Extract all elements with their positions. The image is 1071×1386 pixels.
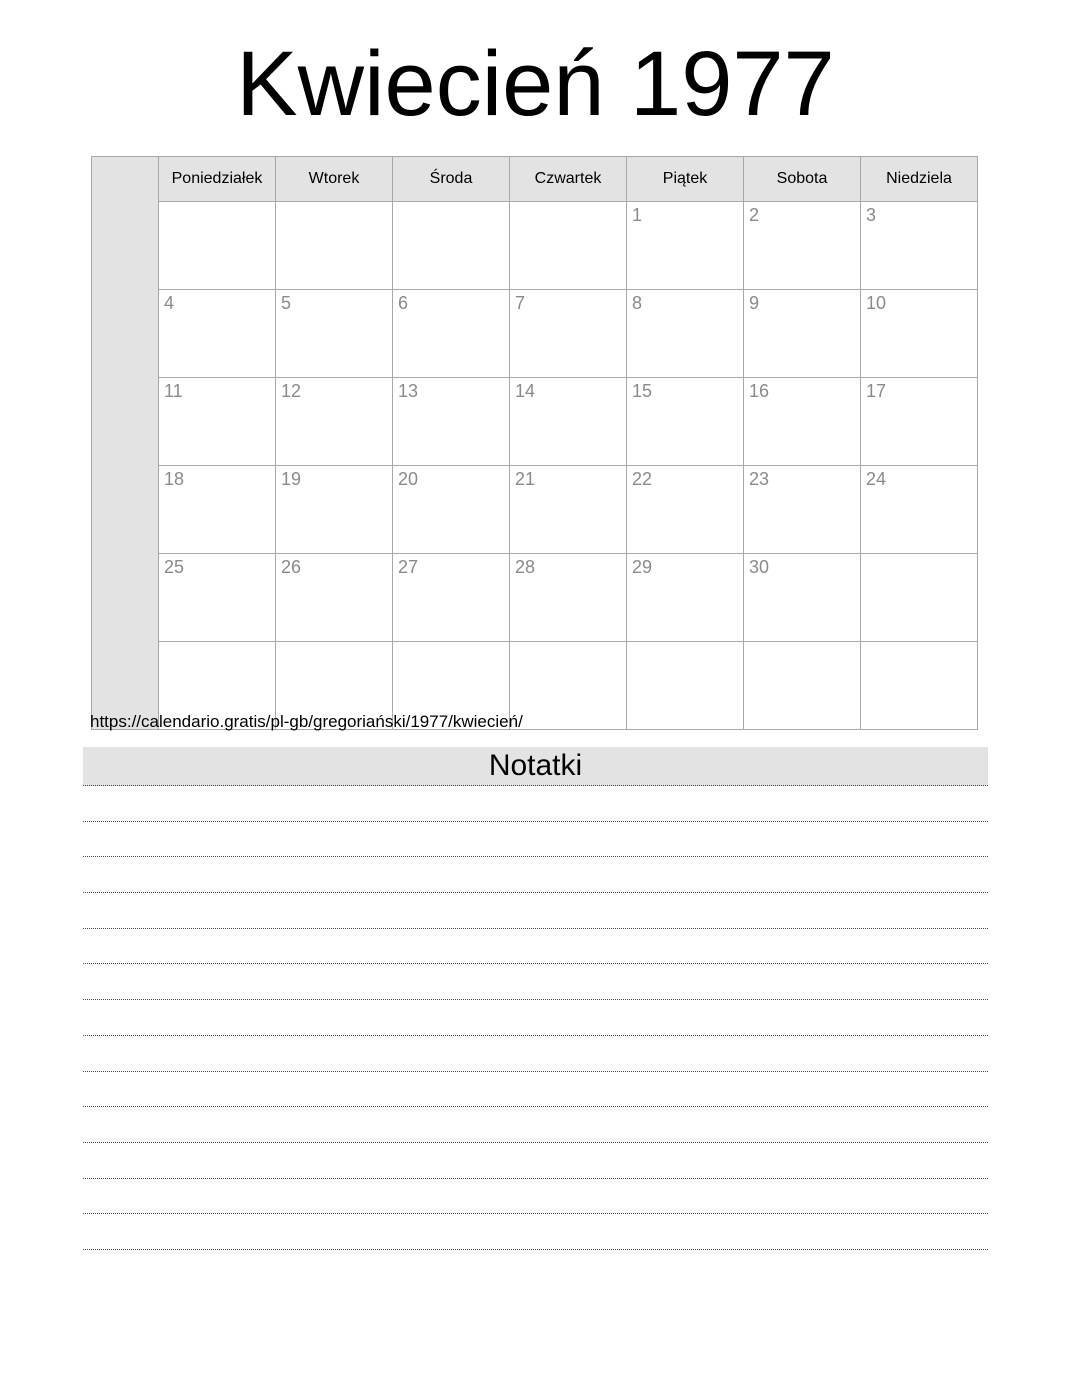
day-cell xyxy=(276,202,393,290)
day-cell: 2 xyxy=(744,202,861,290)
day-cell: 8 xyxy=(627,290,744,378)
day-cell: 15 xyxy=(627,378,744,466)
weekday-header-row xyxy=(92,157,978,202)
week-row xyxy=(92,290,978,378)
day-cell xyxy=(861,642,978,730)
note-line xyxy=(83,1036,988,1072)
day-cell: 30 xyxy=(744,554,861,642)
day-cell: 28 xyxy=(510,554,627,642)
day-cell: 18 xyxy=(159,466,276,554)
day-cell xyxy=(510,642,627,730)
week-row xyxy=(92,378,978,466)
day-cell: 12 xyxy=(276,378,393,466)
weekday-header-tuesday: Wtorek xyxy=(276,157,393,202)
day-cell xyxy=(627,642,744,730)
day-cell: 10 xyxy=(861,290,978,378)
day-cell: 7 xyxy=(510,290,627,378)
weekday-header-thursday: Czwartek xyxy=(510,157,627,202)
weekday-header-wednesday: Środa xyxy=(393,157,510,202)
day-cell xyxy=(510,202,627,290)
week-row xyxy=(92,466,978,554)
day-cell: 11 xyxy=(159,378,276,466)
page-title: Kwiecień 1977 xyxy=(236,33,835,135)
day-cell: 4 xyxy=(159,290,276,378)
day-cell: 25 xyxy=(159,554,276,642)
note-line xyxy=(83,1000,988,1036)
day-cell: 16 xyxy=(744,378,861,466)
note-line xyxy=(83,1072,988,1108)
day-cell: 1 xyxy=(627,202,744,290)
day-cell: 13 xyxy=(393,378,510,466)
day-cell: 17 xyxy=(861,378,978,466)
day-cell: 26 xyxy=(276,554,393,642)
day-cell xyxy=(861,554,978,642)
source-url: https://calendario.gratis/pl-gb/gregoriański/1977/kwiecień/ xyxy=(90,712,523,731)
notes-title: Notatki xyxy=(488,749,583,782)
day-cell: 3 xyxy=(861,202,978,290)
note-line xyxy=(83,1143,988,1179)
day-cell: 5 xyxy=(276,290,393,378)
week-row xyxy=(92,202,978,290)
calendar-table xyxy=(91,156,978,730)
note-line xyxy=(83,1107,988,1143)
weekday-header-sunday: Niedziela xyxy=(861,157,978,202)
day-cell xyxy=(393,202,510,290)
day-cell: 29 xyxy=(627,554,744,642)
day-cell: 6 xyxy=(393,290,510,378)
week-row xyxy=(92,554,978,642)
notes-lines xyxy=(83,786,988,1250)
day-cell xyxy=(159,202,276,290)
note-line xyxy=(83,857,988,893)
day-cell: 22 xyxy=(627,466,744,554)
weekday-header-friday: Piątek xyxy=(627,157,744,202)
day-cell: 20 xyxy=(393,466,510,554)
day-cell: 9 xyxy=(744,290,861,378)
note-line xyxy=(83,786,988,822)
note-line xyxy=(83,893,988,929)
note-line xyxy=(83,929,988,965)
day-cell: 27 xyxy=(393,554,510,642)
note-line xyxy=(83,1179,988,1215)
day-cell: 19 xyxy=(276,466,393,554)
day-cell: 24 xyxy=(861,466,978,554)
note-line xyxy=(83,1214,988,1250)
notes-section xyxy=(83,747,988,1250)
notes-title-bar xyxy=(83,747,988,786)
weekday-header-saturday: Sobota xyxy=(744,157,861,202)
note-line xyxy=(83,964,988,1000)
weekday-header-monday: Poniedziałek xyxy=(159,157,276,202)
day-cell: 21 xyxy=(510,466,627,554)
day-cell xyxy=(744,642,861,730)
day-cell: 14 xyxy=(510,378,627,466)
day-cell: 23 xyxy=(744,466,861,554)
week-number-column xyxy=(92,157,159,730)
note-line xyxy=(83,822,988,858)
